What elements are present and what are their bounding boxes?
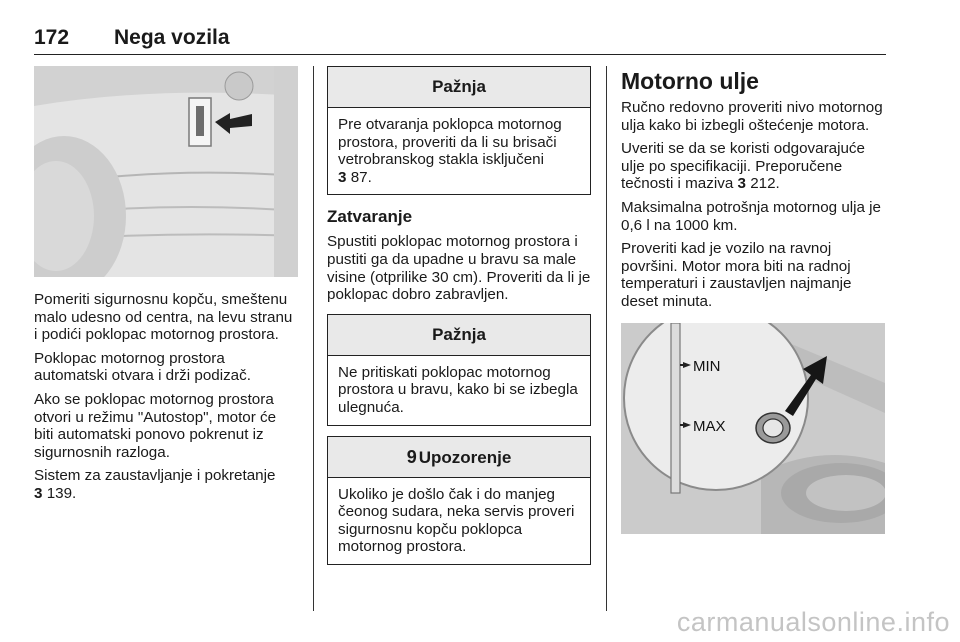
body-paragraph: Maksimalna potrošnja motornog ulja je 0,6 l na 1000 km. xyxy=(621,198,882,234)
body-paragraph: Pomeriti sigurnosnu kopču, smeštenu malo udesno od centra, na levu stranu i podići poklopac motornog prostora. xyxy=(34,291,293,344)
warning-title-text: Upozorenje xyxy=(418,447,512,467)
warning-title xyxy=(328,437,590,478)
paragraph-text: Sistem za zaustavljanje i pokretanje xyxy=(34,467,276,485)
warning-box xyxy=(327,436,591,565)
page-ref-arrow: 3 xyxy=(34,484,43,502)
column-right xyxy=(621,66,885,534)
note-title: Pažnja xyxy=(328,67,590,108)
note-text: Ne pritiskati poklopac motornog prostora u bravu, kako bi se izbegla ulegnuća. xyxy=(338,363,578,416)
paragraph-text: Uveriti se da se koristi odgovarajuće ulje po specifikaciji. Preporučene tečnosti i maziva xyxy=(621,140,865,193)
body-paragraph: Proveriti kad je vozilo na ravnoj površini. Motor mora biti na radnoj temperaturi i zaustavljen najmanje deset minuta. xyxy=(621,240,852,310)
watermark: carmanualsonline.info xyxy=(676,607,950,637)
page-reference[interactable]: 87. xyxy=(350,168,372,186)
dipstick-max-label: MAX xyxy=(693,417,726,435)
body-paragraph: Spustiti poklopac motornog prostora i pustiti ga da upadne u bravu sa male visine (otprilike 30 cm). Proveriti da li je poklopac dobro zabravljen. xyxy=(327,233,591,304)
note-title: Pažnja xyxy=(328,315,590,356)
section-heading: Motorno ulje xyxy=(621,68,759,94)
page-reference[interactable]: 212. xyxy=(750,175,780,193)
body-paragraph xyxy=(34,467,298,502)
note-box xyxy=(327,314,591,426)
column-divider xyxy=(606,66,607,611)
page-ref-arrow: 3 xyxy=(338,168,347,186)
note-text xyxy=(338,116,580,186)
warning-triangle-icon: 9 xyxy=(406,446,417,467)
page-ref-arrow: 3 xyxy=(737,175,746,193)
body-paragraph: Ručno redovno proveriti nivo motornog ulja kako bi izbegli oštećenje motora. xyxy=(621,99,883,134)
column-divider xyxy=(313,66,314,611)
column-middle xyxy=(327,66,591,575)
dipstick-min-label: MIN xyxy=(693,357,721,375)
note-text-content: Pre otvaranja poklopca motornog prostora, proveriti da li su brisači vetrobranskog stakla isključeni xyxy=(338,116,562,169)
page-reference[interactable]: 139. xyxy=(46,484,77,502)
page-header xyxy=(34,20,886,55)
note-box xyxy=(327,66,591,195)
column-left xyxy=(34,66,298,509)
warning-text: Ukoliko je došlo čak i do manjeg čeonog sudara, neka servis proveri sigurnosnu kopču poklopca motornog prostora. xyxy=(338,485,575,556)
section-heading: Zatvaranje xyxy=(327,207,413,227)
body-paragraph xyxy=(621,140,885,193)
hood-latch-illustration xyxy=(34,66,298,277)
oil-dipstick-illustration xyxy=(621,323,885,534)
page-number: 172 xyxy=(34,26,70,49)
running-title: Nega vozila xyxy=(114,26,230,49)
hood-latch-drawing xyxy=(34,66,298,277)
body-paragraph: Poklopac motornog prostora automatski otvara i drži podizač. xyxy=(34,349,251,385)
body-paragraph: Ako se poklopac motornog prostora otvori u režimu "Autostop", motor će biti automatski ponovo pokrenut iz sigurnosnih razloga. xyxy=(34,390,277,461)
dipstick-drawing xyxy=(621,323,885,534)
